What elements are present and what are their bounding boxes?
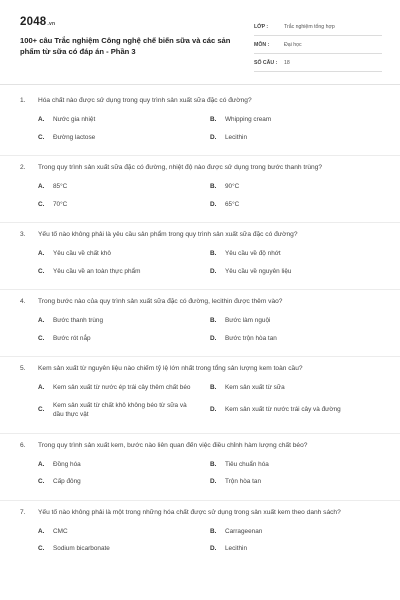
question-row [20, 441, 382, 451]
option-text: 70°C [53, 200, 68, 208]
question-text: Hóa chất nào được sử dụng trong quy trình sản xuất sữa đặc có đường? [38, 97, 252, 104]
meta-row-count [254, 54, 382, 72]
meta-label: MÔN : [254, 41, 270, 48]
option-letter: B. [210, 384, 217, 391]
question-item [20, 508, 382, 557]
question-row [20, 230, 382, 240]
meta-value: 18 [284, 59, 290, 66]
question-row [20, 508, 382, 518]
question-text: Yếu tố nào không phải là yêu cầu sản phẩm trong quy trình sản xuất sữa đặc có đường? [38, 231, 298, 238]
question-text: Trong quy trình sản xuất kem, bước nào liên quan đến việc điều chỉnh hàm lượng chất béo? [38, 441, 308, 449]
option-letter: D. [210, 406, 217, 414]
option-grid [38, 527, 382, 554]
option-letter: D. [210, 133, 217, 141]
option-grid [38, 249, 382, 276]
option-letter: D. [210, 200, 217, 208]
option-text: Trộn hòa tan [225, 478, 262, 485]
question-item [20, 364, 382, 423]
meta-panel [254, 18, 382, 72]
meta-value: Trắc nghiệm tổng hợp [284, 23, 335, 30]
option-letter: C. [38, 545, 45, 552]
option-text: Đồng hóa [53, 460, 81, 468]
header-divider [0, 84, 400, 85]
option-letter: B. [210, 317, 217, 324]
option-text: Yêu cầu về chất khô [53, 250, 111, 257]
question-text: Yếu tố nào không phải là một trong những hóa chất được sử dụng trong sản xuất kem theo danh sách? [38, 508, 341, 516]
option-letter: D. [210, 334, 217, 342]
header [20, 0, 382, 72]
option-b[interactable] [210, 115, 382, 125]
option-b[interactable] [210, 460, 382, 470]
option-letter: B. [210, 116, 217, 123]
option-c[interactable] [38, 200, 210, 210]
question-row [20, 364, 382, 374]
question-number: 5. [20, 365, 26, 372]
option-text: 90°C [225, 183, 240, 190]
option-a[interactable] [38, 115, 210, 125]
option-text: Yêu cầu về độ nhớt [225, 250, 281, 257]
option-d[interactable] [210, 544, 382, 554]
option-text: CMC [53, 527, 68, 535]
option-letter: C. [38, 478, 45, 485]
option-b[interactable] [210, 182, 382, 192]
option-grid [38, 460, 382, 487]
option-grid [38, 316, 382, 343]
option-letter: C. [38, 133, 45, 141]
option-b[interactable] [210, 249, 382, 259]
option-text: Kem sản xuất từ nước trái cây và đường [225, 406, 341, 414]
option-letter: A. [38, 527, 45, 535]
question-item [20, 441, 382, 490]
option-text: Lecithin [225, 545, 248, 552]
option-text: Whipping cream [225, 116, 272, 123]
option-c[interactable] [38, 334, 210, 344]
option-c[interactable] [38, 544, 210, 554]
option-b[interactable] [210, 527, 382, 537]
option-grid [38, 115, 382, 142]
option-letter: C. [38, 406, 45, 414]
option-text: 85°C [53, 183, 68, 190]
question-separator [0, 500, 400, 501]
option-text: Sodium bicarbonate [53, 545, 110, 552]
meta-label: SỐ CÂU : [254, 59, 278, 66]
option-text: 65°C [225, 200, 240, 208]
option-d[interactable] [210, 267, 382, 277]
question-text: Trong quy trình sản xuất sữa đặc có đường, nhiệt độ nào được sử dụng trong bước thanh trùng? [38, 164, 323, 171]
option-text: Bước làm nguội [225, 317, 271, 324]
option-c[interactable] [38, 267, 210, 277]
option-letter: A. [38, 384, 45, 391]
option-letter: A. [38, 250, 45, 257]
option-letter: B. [210, 460, 217, 468]
option-grid [38, 182, 382, 209]
question-row [20, 297, 382, 307]
option-letter: A. [38, 460, 45, 468]
option-text: Kem sản xuất từ sữa [225, 384, 285, 391]
question-separator [0, 356, 400, 357]
option-letter: B. [210, 183, 217, 190]
option-letter: C. [38, 200, 45, 208]
option-text: Nước gia nhiệt [53, 116, 96, 123]
option-text: Tiêu chuẩn hóa [225, 460, 269, 468]
question-item [20, 163, 382, 212]
option-text: Bước thanh trùng [53, 317, 104, 324]
question-number: 6. [20, 441, 26, 449]
option-letter: C. [38, 267, 45, 275]
meta-row-subject [254, 36, 382, 54]
option-a[interactable] [38, 316, 210, 326]
option-text: Yêu cầu về nguyên liệu [225, 267, 292, 275]
question-separator [0, 433, 400, 434]
question-row [20, 96, 382, 106]
option-text: Lecithin [225, 133, 248, 141]
option-letter: D. [210, 478, 217, 485]
question-separator [0, 289, 400, 290]
page-title: 100+ câu Trắc nghiệm Công nghệ chế biến sữa và các sản phẩm từ sữa có đáp án - Phần 3 [20, 36, 231, 56]
question-text: Kem sản xuất từ nguyên liệu nào chiếm tỷ lệ lớn nhất trong tổng sản lượng kem toàn cầu? [38, 365, 303, 372]
question-item [20, 230, 382, 279]
question-number: 1. [20, 97, 26, 104]
question-item [20, 297, 382, 346]
option-text: Yêu cầu về an toàn thực phẩm [53, 267, 141, 275]
option-letter: B. [210, 527, 217, 535]
option-letter: A. [38, 116, 45, 123]
site-logo[interactable] [20, 16, 250, 28]
option-a[interactable] [38, 383, 210, 393]
option-text: Carrageenan [225, 527, 263, 535]
option-grid [38, 383, 382, 420]
option-text: Bước trộn hòa tan [225, 334, 277, 342]
question-row [20, 163, 382, 173]
option-letter: D. [210, 267, 217, 275]
option-text: Cấp đông [53, 478, 81, 485]
option-text: Kem sản xuất từ chất khô không béo từ sữa và dầu thực vật [53, 401, 187, 418]
option-c[interactable] [38, 401, 210, 420]
question-number: 7. [20, 508, 26, 516]
option-text: Bước rót nắp [53, 334, 91, 342]
question-list [20, 96, 382, 557]
question-separator [0, 155, 400, 156]
option-letter: A. [38, 183, 45, 190]
question-number: 2. [20, 164, 26, 171]
logo-main: 2048 [20, 16, 47, 28]
option-d[interactable] [210, 401, 382, 420]
option-letter: B. [210, 250, 217, 257]
option-b[interactable] [210, 316, 382, 326]
option-letter: D. [210, 545, 217, 552]
option-c[interactable] [38, 133, 210, 143]
question-item [20, 96, 382, 145]
header-left [20, 16, 250, 72]
question-number: 3. [20, 231, 26, 238]
option-a[interactable] [38, 182, 210, 192]
option-text: Đường lactose [53, 133, 96, 141]
option-a[interactable] [38, 460, 210, 470]
option-d[interactable] [210, 334, 382, 344]
option-d[interactable] [210, 477, 382, 487]
meta-row-class [254, 18, 382, 36]
option-letter: C. [38, 334, 45, 342]
option-d[interactable] [210, 200, 382, 210]
meta-label: LỚP : [254, 23, 269, 30]
option-b[interactable] [210, 383, 382, 393]
option-c[interactable] [38, 477, 210, 487]
option-a[interactable] [38, 249, 210, 259]
option-d[interactable] [210, 133, 382, 143]
option-letter: A. [38, 317, 45, 324]
option-a[interactable] [38, 527, 210, 537]
question-separator [0, 222, 400, 223]
logo-suffix: .vn [47, 21, 56, 27]
question-text: Trong bước nào của quy trình sản xuất sữa đặc có đường, lecithin được thêm vào? [38, 298, 283, 305]
option-text: Kem sản xuất từ nước ép trái cây thêm chất béo [53, 384, 191, 391]
meta-value: Đại học [284, 41, 302, 48]
question-number: 4. [20, 298, 26, 305]
